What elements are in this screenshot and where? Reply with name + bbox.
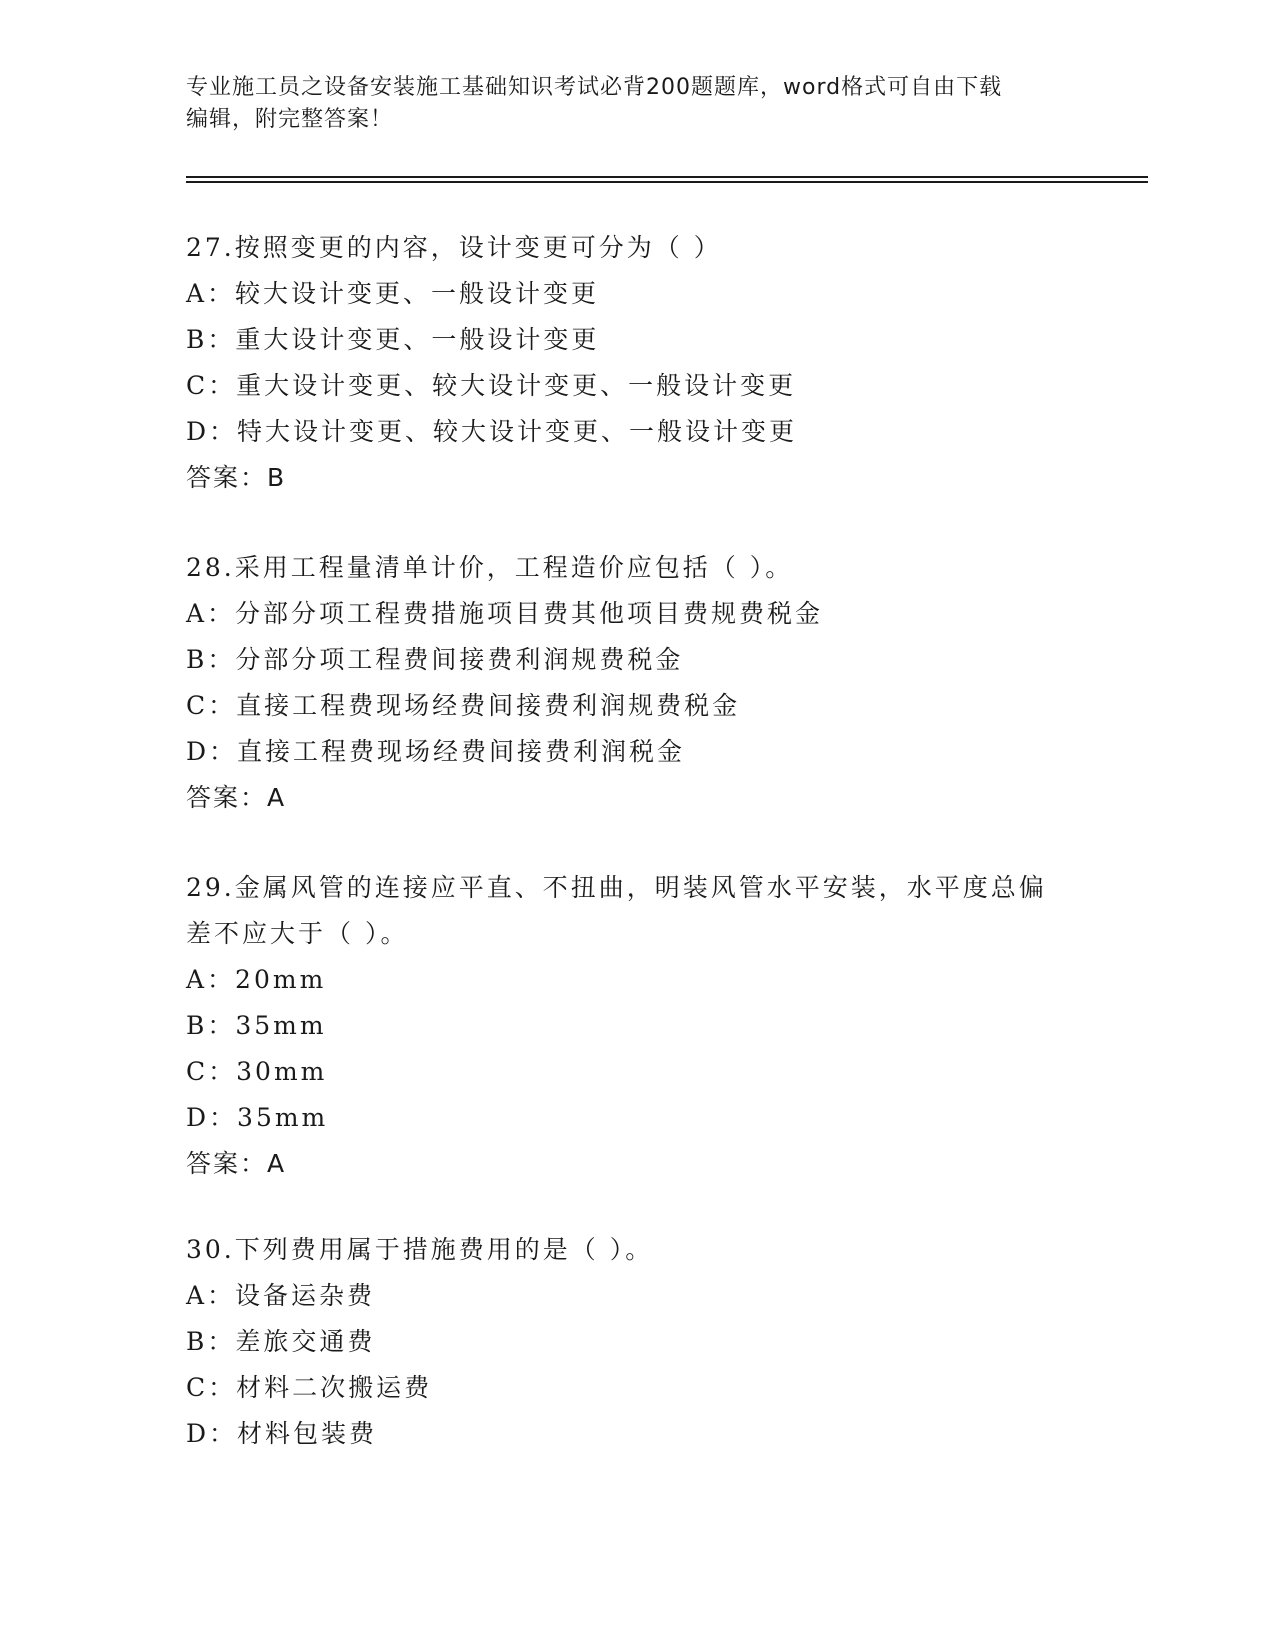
- option-d: D：直接工程费现场经费间接费利润税金: [186, 737, 686, 766]
- option-d: D：35mm: [186, 1103, 329, 1132]
- header-divider-top: [186, 176, 1148, 178]
- question-stem: 28.采用工程量清单计价，工程造价应包括（ ）。: [186, 553, 794, 582]
- header-line-2: 编辑，附完整答案！: [186, 107, 394, 132]
- option-b: B：差旅交通费: [186, 1327, 376, 1356]
- option-a: A：较大设计变更、一般设计变更: [186, 279, 600, 308]
- header-line-1: 专业施工员之设备安装施工基础知识考试必背200题题库，word格式可自由下载: [186, 75, 1003, 100]
- question-stem: 30.下列费用属于措施费用的是（ ）。: [186, 1235, 654, 1264]
- option-a: A：20mm: [186, 965, 327, 994]
- question-28: [186, 545, 1086, 821]
- document-header: [186, 72, 1086, 136]
- option-b: B：35mm: [186, 1011, 327, 1040]
- question-27: [186, 225, 1086, 501]
- question-30: [186, 1227, 1086, 1457]
- option-d: D：特大设计变更、较大设计变更、一般设计变更: [186, 417, 798, 446]
- option-c: C：直接工程费现场经费间接费利润规费税金: [186, 691, 741, 720]
- option-a: A：分部分项工程费措施项目费其他项目费规费税金: [186, 599, 824, 628]
- option-c: C：重大设计变更、较大设计变更、一般设计变更: [186, 371, 797, 400]
- answer: 答案：B: [186, 463, 287, 492]
- answer: 答案：A: [186, 783, 287, 812]
- answer: 答案：A: [186, 1149, 287, 1178]
- option-c: C：材料二次搬运费: [186, 1373, 433, 1402]
- question-29: [186, 865, 1086, 1187]
- option-a: A：设备运杂费: [186, 1281, 376, 1310]
- header-divider-bottom: [186, 181, 1148, 183]
- option-c: C：30mm: [186, 1057, 328, 1086]
- question-stem-line-2: 差不应大于（ ）。: [186, 919, 409, 948]
- option-d: D：材料包装费: [186, 1419, 378, 1448]
- option-b: B：分部分项工程费间接费利润规费税金: [186, 645, 684, 674]
- question-stem: 27.按照变更的内容，设计变更可分为（ ）: [186, 233, 722, 262]
- question-stem-line-1: 29.金属风管的连接应平直、不扭曲，明装风管水平安装，水平度总偏: [186, 873, 1047, 902]
- option-b: B：重大设计变更、一般设计变更: [186, 325, 600, 354]
